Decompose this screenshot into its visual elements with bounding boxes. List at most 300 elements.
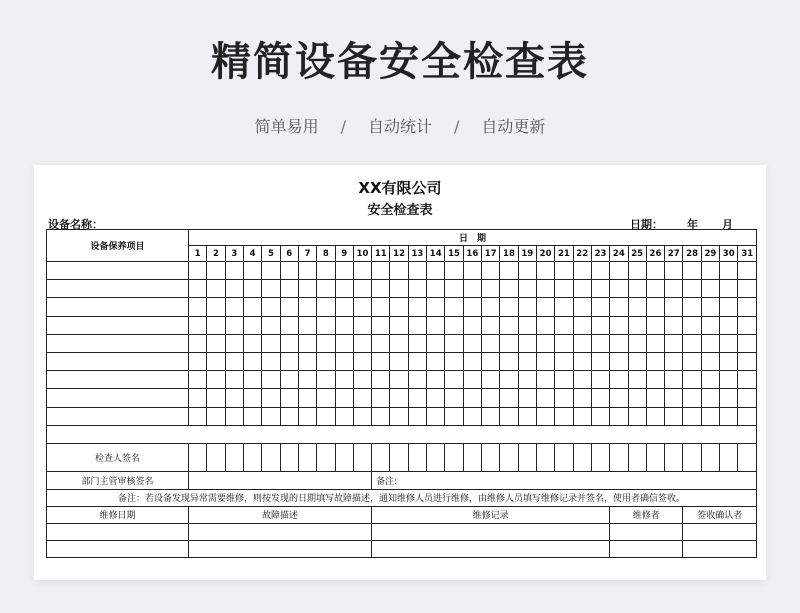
check-cell [207,352,225,370]
check-cell [720,280,738,298]
day-header: 9 [335,246,353,262]
check-cell [536,407,554,425]
check-cell [738,280,757,298]
check-cell [280,334,298,352]
check-cell [463,262,481,280]
check-cell [408,389,426,407]
check-cell [628,298,646,316]
repair-header-row [47,506,757,523]
check-cell [408,316,426,334]
item-cell [47,316,189,334]
check-cell [683,389,701,407]
check-cell [262,371,280,389]
repair-cell [683,540,757,557]
check-cell [225,334,243,352]
check-cell [463,407,481,425]
check-cell [372,262,390,280]
check-cell [189,298,207,316]
check-cell [390,262,408,280]
sign-cell [701,443,719,471]
day-header: 12 [390,246,408,262]
check-cell [445,352,463,370]
inspector-sign-label: 检查人签名 [47,443,189,471]
item-row [47,407,757,425]
separator: / [340,117,346,136]
check-cell [610,262,628,280]
form-title: 安全检查表 [367,203,433,218]
check-cell [225,371,243,389]
month-text: 月 [722,218,733,231]
check-cell [243,352,261,370]
check-cell [463,334,481,352]
inspection-sheet [34,165,766,580]
check-cell [518,262,536,280]
sign-cell [646,443,664,471]
check-cell [335,262,353,280]
remark-label: 备注: [372,471,757,489]
check-cell [335,298,353,316]
check-cell [482,280,500,298]
check-cell [280,280,298,298]
check-cell [427,352,445,370]
repair-row [47,540,757,557]
item-row [47,371,757,389]
check-cell [207,316,225,334]
dept-sign-label: 部门主管审核签名 [47,471,189,489]
sign-cell [518,443,536,471]
check-cell [482,334,500,352]
check-cell [207,389,225,407]
day-header: 10 [353,246,371,262]
item-row [47,352,757,370]
check-cell [701,389,719,407]
check-cell [555,280,573,298]
repair-cell [610,523,683,540]
check-cell [463,280,481,298]
item-row [47,298,757,316]
check-cell [720,389,738,407]
check-cell [335,316,353,334]
item-row [47,316,757,334]
date-header-row [47,230,757,246]
sign-cell [463,443,481,471]
day-header: 4 [243,246,261,262]
repair-cell [47,540,189,557]
check-cell [408,262,426,280]
check-cell [463,316,481,334]
check-cell [665,280,683,298]
check-cell [372,352,390,370]
check-cell [683,262,701,280]
check-cell [500,371,518,389]
check-cell [262,389,280,407]
check-cell [536,352,554,370]
item-cell [47,371,189,389]
check-cell [482,371,500,389]
check-cell [683,298,701,316]
check-cell [665,407,683,425]
sign-cell [482,443,500,471]
sign-cell [536,443,554,471]
check-cell [518,371,536,389]
check-cell [408,280,426,298]
check-cell [665,298,683,316]
check-cell [518,352,536,370]
check-cell [225,389,243,407]
check-cell [500,389,518,407]
check-cell [408,407,426,425]
check-cell [555,262,573,280]
check-cell [500,280,518,298]
check-cell [317,316,335,334]
item-row [47,334,757,352]
check-cell [280,262,298,280]
sign-cell [390,443,408,471]
check-cell [646,389,664,407]
check-cell [482,352,500,370]
repair-cell [683,523,757,540]
check-cell [536,316,554,334]
day-header: 8 [317,246,335,262]
check-cell [317,262,335,280]
check-cell [573,298,591,316]
check-cell [390,334,408,352]
check-cell [390,316,408,334]
check-cell [243,298,261,316]
check-cell [207,371,225,389]
day-header: 16 [463,246,481,262]
check-cell [591,298,609,316]
device-name-label: 设备名称： [48,218,103,231]
repair-cell [189,540,372,557]
sign-cell [610,443,628,471]
inspection-table [46,229,757,558]
check-cell [555,298,573,316]
item-cell [47,262,189,280]
check-cell [500,262,518,280]
check-cell [243,280,261,298]
day-header: 13 [408,246,426,262]
check-cell [225,280,243,298]
check-cell [189,316,207,334]
repair-cell [189,523,372,540]
check-cell [628,316,646,334]
check-cell [243,407,261,425]
check-cell [536,262,554,280]
check-cell [555,316,573,334]
check-cell [646,298,664,316]
item-row [47,262,757,280]
check-cell [243,262,261,280]
check-cell [683,407,701,425]
check-cell [701,371,719,389]
check-cell [207,262,225,280]
check-cell [463,298,481,316]
check-cell [445,280,463,298]
check-cell [189,407,207,425]
check-cell [573,280,591,298]
item-row [47,280,757,298]
check-cell [225,262,243,280]
feature-easy: 简单易用 [254,117,319,136]
year-text: 年 [687,218,698,231]
sign-cell [353,443,371,471]
check-cell [243,334,261,352]
check-cell [738,371,757,389]
sign-cell [335,443,353,471]
check-cell [646,280,664,298]
check-cell [573,352,591,370]
date-text: 日期： [630,218,663,231]
check-cell [665,352,683,370]
check-cell [463,389,481,407]
check-cell [298,371,316,389]
check-cell [280,389,298,407]
check-cell [646,371,664,389]
check-cell [720,352,738,370]
check-cell [298,280,316,298]
day-header: 21 [555,246,573,262]
check-cell [628,352,646,370]
check-cell [683,371,701,389]
check-cell [536,334,554,352]
day-header: 27 [665,246,683,262]
feature-update: 自动更新 [481,117,546,136]
check-cell [335,407,353,425]
check-cell [298,298,316,316]
check-cell [628,371,646,389]
day-header: 20 [536,246,554,262]
dept-sign-cell [189,471,372,489]
check-cell [628,407,646,425]
check-cell [427,407,445,425]
repair-cell [610,540,683,557]
day-header: 22 [573,246,591,262]
check-cell [738,298,757,316]
check-cell [518,389,536,407]
check-cell [536,371,554,389]
check-cell [482,262,500,280]
check-cell [390,407,408,425]
check-cell [701,262,719,280]
check-cell [189,280,207,298]
check-cell [628,334,646,352]
day-header: 26 [646,246,664,262]
check-cell [353,298,371,316]
check-cell [390,389,408,407]
check-cell [555,389,573,407]
check-cell [408,352,426,370]
check-cell [372,389,390,407]
check-cell [665,371,683,389]
check-cell [390,371,408,389]
check-cell [610,352,628,370]
check-cell [317,352,335,370]
check-cell [482,298,500,316]
check-cell [372,407,390,425]
day-header: 11 [372,246,390,262]
repair-cell [372,540,610,557]
check-cell [482,407,500,425]
check-cell [280,371,298,389]
check-cell [610,389,628,407]
check-cell [298,316,316,334]
check-cell [262,316,280,334]
check-cell [738,407,757,425]
check-cell [353,280,371,298]
check-cell [207,280,225,298]
check-cell [262,407,280,425]
check-cell [720,334,738,352]
check-cell [280,407,298,425]
repair-header: 故障描述 [189,506,372,523]
check-cell [408,371,426,389]
check-cell [518,407,536,425]
sign-cell [298,443,316,471]
remark-note-row [47,489,757,506]
check-cell [683,280,701,298]
sign-cell [427,443,445,471]
day-header: 3 [225,246,243,262]
check-cell [353,407,371,425]
sign-cell [591,443,609,471]
check-cell [555,407,573,425]
check-cell [372,371,390,389]
sign-cell [628,443,646,471]
check-cell [445,389,463,407]
check-cell [555,334,573,352]
day-header: 1 [189,246,207,262]
check-cell [610,316,628,334]
check-cell [317,334,335,352]
sign-cell [445,443,463,471]
check-cell [738,316,757,334]
check-cell [738,262,757,280]
check-cell [518,280,536,298]
day-header: 25 [628,246,646,262]
item-cell [47,334,189,352]
check-cell [280,298,298,316]
check-cell [207,334,225,352]
item-cell [47,352,189,370]
check-cell [372,298,390,316]
check-cell [280,352,298,370]
check-cell [591,407,609,425]
check-cell [335,371,353,389]
check-cell [646,262,664,280]
check-cell [445,298,463,316]
check-cell [353,389,371,407]
sign-cell [189,443,207,471]
sign-cell [683,443,701,471]
check-cell [701,334,719,352]
check-cell [573,407,591,425]
check-cell [427,389,445,407]
check-cell [720,298,738,316]
check-cell [500,352,518,370]
day-header: 19 [518,246,536,262]
day-header: 7 [298,246,316,262]
sign-cell [262,443,280,471]
check-cell [262,262,280,280]
repair-cell [372,523,610,540]
check-cell [298,407,316,425]
check-cell [500,316,518,334]
check-cell [445,262,463,280]
check-cell [189,334,207,352]
item-column-header: 设备保养项目 [47,230,189,262]
blank-row [47,425,757,443]
check-cell [298,262,316,280]
item-row [47,389,757,407]
check-cell [646,352,664,370]
feature-subtitle [0,114,800,137]
check-cell [720,262,738,280]
check-cell [225,352,243,370]
check-cell [280,316,298,334]
check-cell [738,334,757,352]
item-cell [47,389,189,407]
repair-header: 签收确认者 [683,506,757,523]
sign-cell [665,443,683,471]
check-cell [189,371,207,389]
check-cell [610,298,628,316]
check-cell [555,371,573,389]
check-cell [536,280,554,298]
check-cell [500,407,518,425]
day-header: 23 [591,246,609,262]
check-cell [683,316,701,334]
check-cell [317,389,335,407]
day-header: 6 [280,246,298,262]
check-cell [445,371,463,389]
repair-header: 维修记录 [372,506,610,523]
check-cell [353,334,371,352]
check-cell [573,389,591,407]
check-cell [372,280,390,298]
check-cell [591,316,609,334]
check-cell [482,316,500,334]
check-cell [518,316,536,334]
item-cell [47,407,189,425]
check-cell [390,298,408,316]
repair-cell [47,523,189,540]
check-cell [701,352,719,370]
check-cell [427,334,445,352]
sign-cell [207,443,225,471]
check-cell [555,352,573,370]
sign-cell [738,443,757,471]
check-cell [628,280,646,298]
check-cell [335,352,353,370]
check-cell [353,316,371,334]
check-cell [518,334,536,352]
check-cell [701,280,719,298]
check-cell [683,352,701,370]
date-header: 日 期 [189,230,757,246]
check-cell [390,352,408,370]
check-cell [610,334,628,352]
check-cell [225,316,243,334]
check-cell [573,316,591,334]
check-cell [518,298,536,316]
check-cell [317,280,335,298]
check-cell [591,280,609,298]
check-cell [573,334,591,352]
check-cell [591,262,609,280]
check-cell [207,407,225,425]
sign-cell [317,443,335,471]
